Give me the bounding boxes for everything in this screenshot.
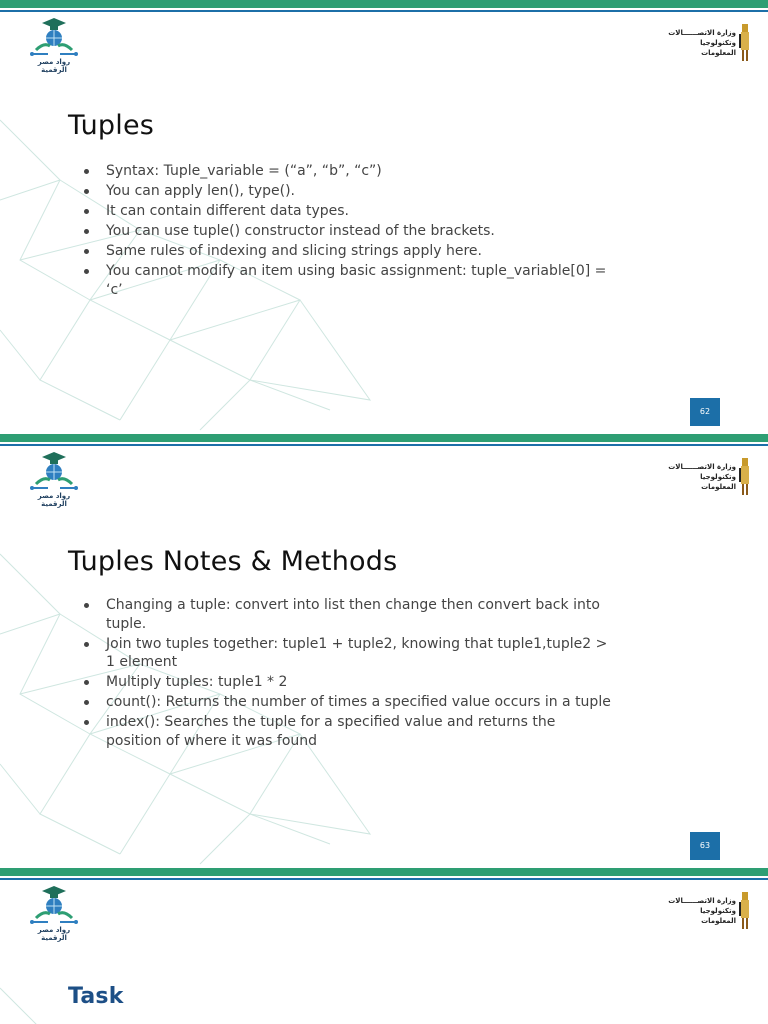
- logo-left-caption: رواد مصر الرقمية: [37, 492, 71, 508]
- list-item: Same rules of indexing and slicing strings apply here.: [84, 242, 624, 261]
- graduation-cap-globe-icon: [24, 884, 84, 928]
- list-item: It can contain different data types.: [84, 202, 624, 221]
- slide-title: Tuples Notes & Methods: [68, 546, 398, 577]
- top-green-bar: [0, 868, 768, 876]
- ministry-logo-text: [666, 28, 736, 58]
- list-item: You can use tuple() constructor instead of the brackets.: [84, 222, 624, 241]
- pharaoh-figure-icon: [738, 456, 752, 496]
- slide-63: [0, 434, 768, 868]
- logo-left-caption: رواد مصر الرقمية: [37, 58, 71, 74]
- top-blue-line: [0, 444, 768, 446]
- logo-left-caption: رواد مصر الرقمية: [37, 926, 71, 942]
- slide-title: Tuples: [68, 110, 155, 141]
- ministry-logo-text: [666, 462, 736, 492]
- ministry-logo-line2: وتكنولوجيا المعلومات: [700, 473, 736, 491]
- ministry-logo-text: [666, 896, 736, 926]
- ministry-logo: [668, 22, 756, 62]
- graduation-cap-globe-icon: [24, 450, 84, 494]
- ministry-logo-line1: وزارة الاتصــــــالات: [668, 463, 736, 471]
- slide-task: [0, 868, 768, 1024]
- top-blue-line: [0, 878, 768, 880]
- list-item: Join two tuples together: tuple1 + tuple2, knowing that tuple1,tuple2 > 1 element: [84, 635, 614, 672]
- graduation-cap-globe-icon: [24, 16, 84, 60]
- page-number-badge: 62: [690, 398, 720, 426]
- digital-egypt-pioneers-logo: [24, 884, 84, 942]
- top-green-bar: [0, 434, 768, 442]
- digital-egypt-pioneers-logo: [24, 16, 84, 74]
- list-item: You cannot modify an item using basic assignment: tuple_variable[0] = ‘c’: [84, 262, 624, 299]
- ministry-logo-line2: وتكنولوجيا المعلومات: [700, 39, 736, 57]
- ministry-logo-line1: وزارة الاتصــــــالات: [668, 897, 736, 905]
- ministry-logo-line2: وتكنولوجيا المعلومات: [700, 907, 736, 925]
- list-item: Syntax: Tuple_variable = (“a”, “b”, “c”): [84, 162, 624, 181]
- list-item: Multiply tuples: tuple1 * 2: [84, 673, 614, 692]
- pharaoh-figure-icon: [738, 890, 752, 930]
- list-item: Changing a tuple: convert into list then change then convert back into tuple.: [84, 596, 614, 633]
- page-number-badge: 63: [690, 832, 720, 860]
- bullet-list: [84, 596, 614, 752]
- top-green-bar: [0, 0, 768, 8]
- bullet-list: [84, 162, 624, 301]
- top-blue-line: [0, 10, 768, 12]
- pharaoh-figure-icon: [738, 22, 752, 62]
- list-item: index(): Searches the tuple for a specified value and returns the position of where it was found: [84, 713, 614, 750]
- ministry-logo: [668, 456, 756, 496]
- list-item: count(): Returns the number of times a specified value occurs in a tuple: [84, 693, 614, 712]
- ministry-logo-line1: وزارة الاتصــــــالات: [668, 29, 736, 37]
- slide-title: Task: [68, 984, 124, 1009]
- digital-egypt-pioneers-logo: [24, 450, 84, 508]
- slide-62: [0, 0, 768, 434]
- ministry-logo: [668, 890, 756, 930]
- list-item: You can apply len(), type().: [84, 182, 624, 201]
